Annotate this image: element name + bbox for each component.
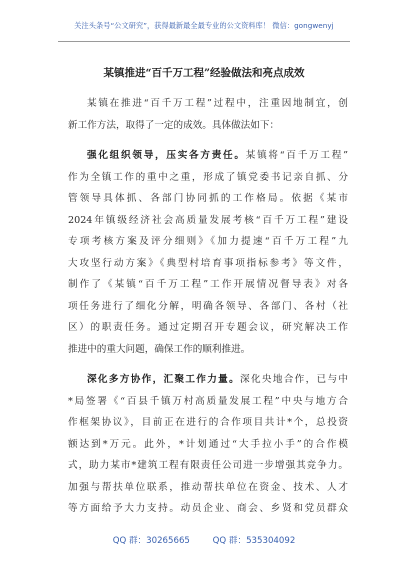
footer-contact (0, 534, 408, 546)
paragraph-text: 某镇将“百千万工程” (245, 150, 349, 161)
document-title: 某镇推进“百千万工程”经验做法和亮点成效 (103, 67, 305, 79)
paragraph-line: 作为全镇工作的重中之重，形成了镇党委书记亲自抓、分 (68, 171, 348, 183)
qq-group-1: QQ 群：30265665 (112, 536, 190, 546)
paragraph-line: 管领导具体抓、各部门协同抓的工作格局。依据《某市 (68, 193, 348, 204)
paragraph-line: 推进中的重大问题，确保工作的顺利推进。 (68, 343, 251, 355)
paragraph-line: 加强与帮扶单位联系，推动帮扶单位在资金、技术、人才 (68, 481, 348, 493)
header-divider (58, 41, 350, 42)
paragraph-text: 深化央地合作，已与中 (240, 374, 349, 385)
paragraph-line: 大攻坚行动方案》《典型村培育事项指标参考》等文件， (68, 257, 348, 269)
paragraph-line: 额达到*万元。此外，*计划通过“大手拉小手”的合作模 (68, 438, 348, 450)
paragraph-lead-heading: 强化组织领导，压实各方责任。 (87, 150, 246, 161)
paragraph-line: 作框架协议》，目前正在进行的合作项目共计*个，总投资 (68, 417, 348, 428)
header-banner: 关注头条号“公文研究”，获得最新最全最专业的公文资料库！ 微信：gongwenyj (74, 21, 334, 30)
paragraph-line: 等方面给予大力支持。动员企业、商会、乡贤和党员群众 (68, 503, 348, 514)
paragraph-line (68, 145, 348, 167)
paragraph-line: 新工作方法，取得了一定的成效。具体做法如下： (68, 119, 280, 131)
paragraph-line: 2024年镇级经济社会高质量发展考核“百千万工程”建设 (68, 214, 348, 226)
paragraph-line: 项任务进行了细化分解，明确各领导、各部门、各村（社 (68, 300, 348, 312)
paragraph-line: 制作了《某镇“百千万工程”工作开展情况督导表》对各 (68, 279, 348, 290)
paragraph-line (68, 369, 348, 391)
qq-group-2: QQ 群：535304092 (212, 536, 296, 546)
paragraph-line: 式，助力某市*建筑工程有限责任公司进一步增强其竞争力。 (68, 460, 348, 471)
paragraph-line: 区）的职责任务。通过定期召开专题会议，研究解决工作 (68, 322, 348, 333)
paragraph-line: 某镇在推进“百千万工程”过程中，注重因地制宜，创 (87, 98, 348, 109)
document-body (68, 93, 348, 520)
paragraph-line: *局签署《“百县千镇万村高质量发展工程”中央与地方合 (68, 395, 348, 407)
paragraph-line: 专项考核方案及评分细则》《加力提速“百千万工程”九 (68, 236, 348, 247)
paragraph-lead-heading: 深化多方协作，汇聚工作力量。 (87, 374, 241, 385)
